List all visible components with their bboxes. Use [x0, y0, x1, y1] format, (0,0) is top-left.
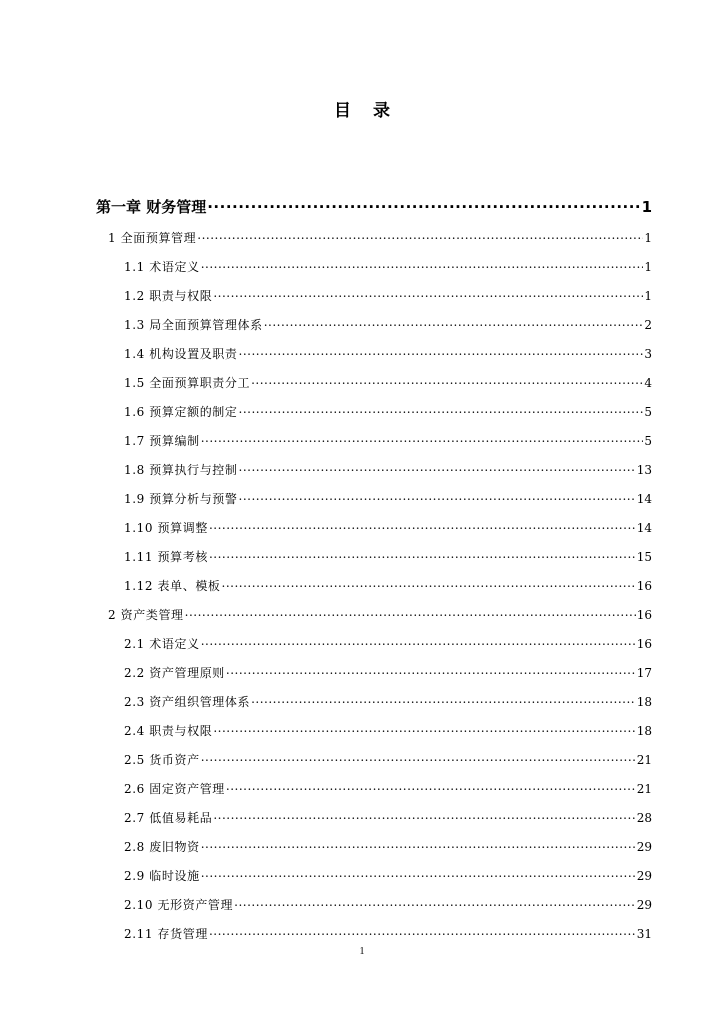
dot-leader [239, 404, 644, 416]
page-title [0, 96, 724, 121]
toc-entry-label: 1.1 术语定义 [124, 260, 200, 274]
toc-entry-page: 18 [636, 724, 652, 738]
dot-leader [185, 607, 636, 619]
dot-leader [239, 462, 636, 474]
toc-subsection-entry[interactable] [124, 896, 652, 913]
toc-subsection-entry[interactable] [124, 287, 652, 304]
toc-entry-page: 1 [641, 198, 652, 216]
toc-entry-page: 1 [644, 231, 652, 245]
toc-entry-label: 2.4 职责与权限 [124, 724, 213, 738]
toc-entry-label: 1.10 预算调整 [124, 521, 208, 535]
toc-subsection-entry[interactable] [124, 780, 652, 797]
dot-leader [264, 317, 644, 329]
toc-entry-label: 1.5 全面预算职责分工 [124, 376, 251, 390]
toc-entry-page: 31 [636, 927, 652, 941]
toc-subsection-entry[interactable] [124, 461, 652, 478]
toc-entry-page: 16 [636, 579, 652, 593]
toc-entry-label: 2 资产类管理 [108, 608, 184, 622]
dot-leader [201, 839, 636, 851]
toc-entry-page: 2 [644, 318, 652, 332]
toc-section-entry[interactable] [108, 606, 652, 623]
toc-entry-page: 28 [636, 811, 652, 825]
dot-leader [239, 346, 644, 358]
toc-entry-page: 16 [636, 608, 652, 622]
title-char-1: 目 [334, 101, 351, 121]
toc-entry-page: 13 [636, 463, 652, 477]
dot-leader [209, 926, 636, 938]
dot-leader [234, 897, 636, 909]
toc-entry-label: 1.3 局全面预算管理体系 [124, 318, 263, 332]
toc-subsection-entry[interactable] [124, 374, 652, 391]
dot-leader [201, 868, 636, 880]
toc-entry-page: 4 [644, 376, 652, 390]
toc-entry-page: 14 [636, 492, 652, 506]
toc-subsection-entry[interactable] [124, 316, 652, 333]
toc-subsection-entry[interactable] [124, 490, 652, 507]
toc-entry-label: 1.11 预算考核 [124, 550, 208, 564]
toc-subsection-entry[interactable] [124, 664, 652, 681]
toc-entry-label: 2.6 固定资产管理 [124, 782, 225, 796]
toc-entry-label: 2.8 废旧物资 [124, 840, 200, 854]
toc-entry-label: 2.5 货币资产 [124, 753, 200, 767]
toc-entry-label: 1.12 表单、模板 [124, 579, 221, 593]
toc-entry-page: 16 [636, 637, 652, 651]
toc-subsection-entry[interactable] [124, 635, 652, 652]
toc-entry-label: 2.10 无形资产管理 [124, 898, 234, 912]
toc-subsection-entry[interactable] [124, 838, 652, 855]
toc-subsection-entry[interactable] [124, 925, 652, 942]
dot-leader [213, 723, 635, 735]
toc-entry-page: 29 [636, 840, 652, 854]
toc-subsection-entry[interactable] [124, 577, 652, 594]
toc-subsection-entry[interactable] [124, 809, 652, 826]
dot-leader [209, 549, 636, 561]
toc-entry-label: 1.6 预算定额的制定 [124, 405, 238, 419]
toc-subsection-entry[interactable] [124, 432, 652, 449]
toc-entry-page: 1 [644, 289, 652, 303]
toc-entry-label: 2.11 存货管理 [124, 927, 208, 941]
dot-leader [222, 578, 636, 590]
toc-subsection-entry[interactable] [124, 258, 652, 275]
dot-leader [201, 752, 636, 764]
toc-entry-label: 2.2 资产管理原则 [124, 666, 225, 680]
dot-leader [226, 781, 636, 793]
toc-entry-page: 1 [644, 260, 652, 274]
toc-subsection-entry[interactable] [124, 548, 652, 565]
toc-entry-page: 29 [636, 898, 652, 912]
title-char-2: 录 [373, 101, 390, 121]
toc-entry-page: 18 [636, 695, 652, 709]
toc-entry-label: 1.9 预算分析与预警 [124, 492, 238, 506]
toc-subsection-entry[interactable] [124, 693, 652, 710]
toc-entry-label: 1.4 机构设置及职责 [124, 347, 238, 361]
toc-entry-page: 15 [636, 550, 652, 564]
toc-subsection-entry[interactable] [124, 751, 652, 768]
toc-entry-label: 2.1 术语定义 [124, 637, 200, 651]
toc-subsection-entry[interactable] [124, 519, 652, 536]
toc-entry-label: 第一章 财务管理 [96, 198, 207, 216]
toc-subsection-entry[interactable] [124, 403, 652, 420]
toc-entry-page: 14 [636, 521, 652, 535]
toc-entry-page: 29 [636, 869, 652, 883]
dot-leader [251, 375, 643, 387]
dot-leader [213, 810, 635, 822]
dot-leader [207, 197, 640, 212]
dot-leader [197, 230, 643, 242]
page-number: 1 [359, 946, 365, 957]
toc-entry-page: 17 [636, 666, 652, 680]
toc-entry-page: 3 [644, 347, 652, 361]
dot-leader [239, 491, 636, 503]
toc-entry-label: 1.7 预算编制 [124, 434, 200, 448]
toc-entry-page: 21 [636, 782, 652, 796]
toc-entry-page: 5 [644, 405, 652, 419]
toc-entry-label: 2.9 临时设施 [124, 869, 200, 883]
dot-leader [226, 665, 636, 677]
dot-leader [201, 259, 644, 271]
toc-subsection-entry[interactable] [124, 867, 652, 884]
toc-chapter-entry[interactable] [96, 196, 652, 217]
dot-leader [213, 288, 643, 300]
dot-leader [201, 433, 644, 445]
dot-leader [251, 694, 636, 706]
dot-leader [201, 636, 636, 648]
toc-entry-label: 2.3 资产组织管理体系 [124, 695, 251, 709]
toc-entry-page: 5 [644, 434, 652, 448]
toc-entry-page: 21 [636, 753, 652, 767]
toc-entry-label: 2.7 低值易耗品 [124, 811, 213, 825]
toc-subsection-entry[interactable] [124, 722, 652, 739]
toc-subsection-entry[interactable] [124, 345, 652, 362]
toc-entry-label: 1 全面预算管理 [108, 231, 197, 245]
toc-entry-label: 1.8 预算执行与控制 [124, 463, 238, 477]
toc-entry-label: 1.2 职责与权限 [124, 289, 213, 303]
dot-leader [209, 520, 636, 532]
toc-section-entry[interactable] [108, 229, 652, 246]
